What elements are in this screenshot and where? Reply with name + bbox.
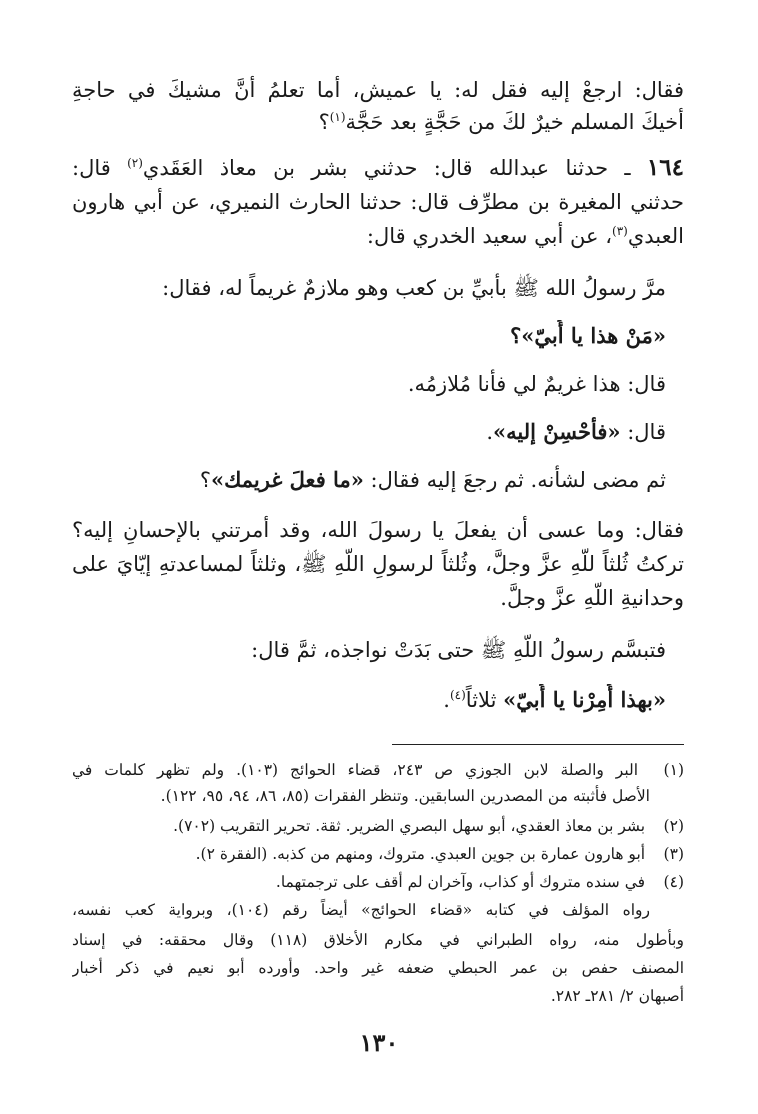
text-line-15-rest: ثلاثاً <box>465 688 504 712</box>
text-line-14 <box>72 634 666 666</box>
text-line-8-content: قال: هذا غريمٌ لي فأنا مُلازمُه. <box>407 372 666 396</box>
text-line-2-end: ؟ <box>318 110 330 134</box>
text-line-12-content: تركتُ ثُلثاً للَّهِ عزَّ وجلَّ، وثُلثاً لرسولِ اللَّهِ ﷺ، وثلثاً لمساعدتهِ إيّايَ على <box>72 552 684 576</box>
text-line-3-content: ـ حدثنا عبدالله قال: حدثني بشر بن معاذ العَقَدي <box>142 156 631 180</box>
text-line-13 <box>72 582 684 614</box>
text-line-15 <box>72 684 666 716</box>
footnote-1 <box>72 758 684 782</box>
prophet-quote-3: «ما فعلَ غريمك» <box>210 467 364 492</box>
footnote-2-line-1: بشر بن معاذ العقدي، أبو سهل البصري الضرير. ثقة. تحرير التقريب (٧٠٢). <box>173 817 646 835</box>
footnote-4-line-2: رواه المؤلف في كتابه «قضاء الحوائج» أيضاً رقم (١٠٤)، وبرواية كعب نفسه، <box>72 901 650 919</box>
text-line-14-content: فتبسَّم رسولُ اللَّهِ ﷺ حتى بَدَتْ نواجذه، ثمَّ قال: <box>251 638 666 662</box>
hadith-number: ١٦٤ <box>646 154 684 181</box>
text-line-5 <box>72 220 684 252</box>
text-line-2-content: أخيكَ المسلم خيرٌ لكَ من حَجَّةٍ بعد حَجَّة <box>345 110 684 134</box>
text-line-4 <box>72 186 684 218</box>
text-line-11-content: فقال: وما عسى أن يفعلَ يا رسولَ الله، وقد أمرتني بالإحسانِ إليه؟ <box>72 518 684 542</box>
footnote-4-cont-1 <box>72 898 650 922</box>
footnote-4-line-5: أصبهان ٢/ ٢٨١ـ ٢٨٢. <box>550 987 684 1005</box>
footnote-3-line-1: أبو هارون عمارة بن جوين العبدي. متروك، ومنهم من كذبه. (الفقرة ٢). <box>195 845 646 863</box>
footnote-ref-1: (١) <box>329 110 346 124</box>
footnote-4 <box>72 870 684 894</box>
text-line-6-content: مرَّ رسولُ الله ﷺ بأُبيِّ بن كعب وهو ملازمٌ غريماً له، فقال: <box>162 276 666 300</box>
footnote-4-cont-2 <box>72 928 684 952</box>
footnote-ref-3: (٣) <box>612 224 628 238</box>
text-line-12 <box>72 548 684 580</box>
prophet-quote-1: «مَنْ هذا يا أُبيّ»؟ <box>510 323 666 348</box>
footnote-ref-4: (٤) <box>449 688 466 702</box>
text-line-9-end: . <box>486 420 494 444</box>
text-line-3-end: قال: <box>72 156 128 180</box>
footnote-1-line-1: البر والصلة لابن الجوزي ص ٢٤٣، قضاء الحوائج (١٠٣). ولم تظهر كلمات في <box>72 761 639 779</box>
text-line-1 <box>72 74 684 106</box>
text-line-9 <box>72 416 666 448</box>
text-line-13-content: وحدانيةِ اللَّهِ عزَّ وجلَّ. <box>500 586 684 610</box>
text-line-3 <box>72 152 684 184</box>
footnote-1-marker: (١) <box>663 761 684 779</box>
prophet-quote-2: «فأحْسِنْ إليه» <box>493 419 621 444</box>
footnote-2 <box>72 814 684 838</box>
footnote-divider <box>392 744 684 745</box>
footnote-4-line-3: وبأطول منه، رواه الطبراني في مكارم الأخلاق (١١٨) وقال محققه: في إسناد <box>72 931 684 949</box>
text-line-10 <box>72 464 666 496</box>
footnote-3-marker: (٣) <box>663 845 684 863</box>
text-line-1-content: فقال: ارجعْ إليه فقل له: يا عميش، أما تعلمُ أنَّ مشيكَ في حاجةِ <box>72 78 684 102</box>
text-line-4-content: حدثني المغيرة بن مطرِّف قال: حدثنا الحارث النميري، عن أبي هارون <box>72 190 684 214</box>
footnote-1-cont <box>72 784 650 808</box>
text-line-6 <box>72 272 666 304</box>
text-line-7 <box>72 320 666 352</box>
page-number: ١٣٠ <box>359 1028 399 1057</box>
footnote-ref-2: (٢) <box>127 156 143 170</box>
text-line-2 <box>72 106 684 138</box>
footnote-4-line-4: المصنف حفص بن عمر الحبطي ضعفه غير واحد. وأورده أبو نعيم في ذكر أخبار <box>72 959 684 977</box>
text-line-5-content: العبدي <box>627 224 684 248</box>
footnote-1-line-2: الأصل فأثبته من المصدرين السابقين. وتنظر الفقرات (٨٥، ٨٦، ٩٤، ٩٥، ١٢٢). <box>160 787 650 805</box>
text-line-8 <box>72 368 666 400</box>
text-line-11 <box>72 514 684 546</box>
text-line-10-prefix: ثم مضى لشأنه. ثم رجعَ إليه فقال: <box>363 468 666 492</box>
footnote-4-cont-4 <box>72 984 684 1008</box>
text-line-15-end: . <box>443 688 450 712</box>
text-line-10-end: ؟ <box>199 468 211 492</box>
footnote-4-marker: (٤) <box>663 873 684 891</box>
text-line-9-prefix: قال: <box>620 420 666 444</box>
prophet-quote-4: «بهذا أُمِرْنا يا أُبيّ» <box>503 687 666 712</box>
footnote-4-cont-3 <box>72 956 684 980</box>
text-line-5-end: ، عن أبي سعيد الخدري قال: <box>366 224 612 248</box>
footnote-3 <box>72 842 684 866</box>
footnote-4-line-1: في سنده متروك أو كذاب، وآخران لم أقف على ترجمتهما. <box>275 873 646 891</box>
footnote-2-marker: (٢) <box>663 817 684 835</box>
